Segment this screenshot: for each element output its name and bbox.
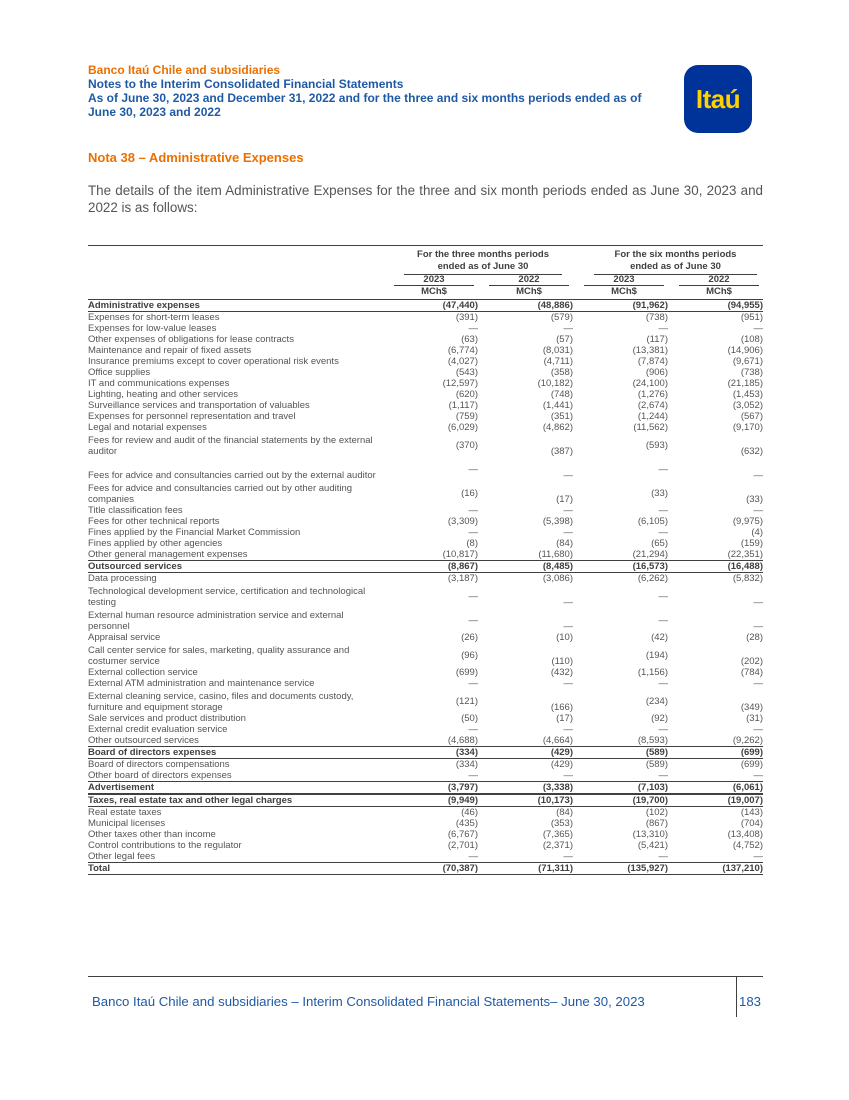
row-label: Other legal fees bbox=[88, 851, 156, 862]
row-value: (19,007) bbox=[727, 795, 763, 806]
row-value: (6,061) bbox=[732, 782, 763, 793]
row-value: (589) bbox=[645, 747, 668, 758]
company-name: Banco Itaú Chile and subsidiaries bbox=[88, 63, 281, 77]
row-value: (135,927) bbox=[627, 863, 668, 874]
row-value: (96) bbox=[461, 649, 478, 661]
row-value: (6,774) bbox=[447, 345, 478, 356]
row-value: (46) bbox=[461, 807, 478, 818]
row-label: Maintenance and repair of fixed assets bbox=[88, 345, 252, 356]
row-value: (784) bbox=[740, 667, 763, 678]
row-value: (334) bbox=[455, 747, 478, 758]
table-row bbox=[88, 312, 763, 323]
row-label: Technological development service, certification and technological testing bbox=[88, 586, 366, 608]
row-value: (5,832) bbox=[732, 573, 763, 584]
row-value: (567) bbox=[740, 411, 763, 422]
row-value: (194) bbox=[645, 649, 668, 661]
row-value: (7,103) bbox=[637, 782, 668, 793]
row-value: — bbox=[753, 470, 763, 481]
row-value: (429) bbox=[550, 759, 573, 770]
table-row bbox=[88, 457, 763, 481]
row-value: (63) bbox=[461, 334, 478, 345]
group2-line1: For the six months periods bbox=[614, 249, 737, 260]
row-label: External human resource administration service and external personnel bbox=[88, 610, 344, 632]
row-value: (3,338) bbox=[542, 782, 573, 793]
row-value: (1,441) bbox=[542, 400, 573, 411]
row-value: (4,752) bbox=[732, 840, 763, 851]
row-value: (10) bbox=[556, 632, 573, 643]
table-row bbox=[88, 323, 763, 334]
row-value: — bbox=[658, 724, 668, 735]
row-value: (699) bbox=[740, 747, 763, 758]
table-row bbox=[88, 356, 763, 367]
note-title: Nota 38 – Administrative Expenses bbox=[88, 150, 304, 165]
row-value: (579) bbox=[550, 312, 573, 323]
table-section-row bbox=[88, 794, 763, 807]
row-label: Other board of directors expenses bbox=[88, 770, 232, 781]
row-value: — bbox=[468, 505, 478, 516]
row-value: (432) bbox=[550, 667, 573, 678]
row-label: Data processing bbox=[88, 573, 157, 584]
row-label: Lighting, heating and other services bbox=[88, 389, 238, 400]
row-label: External ATM administration and maintenance service bbox=[88, 678, 315, 689]
row-value: — bbox=[658, 614, 668, 626]
row-value: (65) bbox=[651, 538, 668, 549]
row-value: — bbox=[563, 527, 573, 538]
row-label: Outsourced services bbox=[88, 561, 182, 572]
row-value: (699) bbox=[455, 667, 478, 678]
row-value: (3,086) bbox=[542, 573, 573, 584]
row-value: (1,453) bbox=[732, 389, 763, 400]
row-value: (699) bbox=[740, 759, 763, 770]
row-value: (8,867) bbox=[447, 561, 478, 572]
row-value: (2,674) bbox=[637, 400, 668, 411]
table-row bbox=[88, 667, 763, 678]
row-value: — bbox=[563, 678, 573, 689]
currency-col-4: MCh$ bbox=[706, 286, 732, 297]
table-row bbox=[88, 481, 763, 505]
row-value: (3,052) bbox=[732, 400, 763, 411]
row-label: Taxes, real estate tax and other legal charges bbox=[88, 795, 293, 806]
table-row bbox=[88, 735, 763, 746]
table-row bbox=[88, 678, 763, 689]
row-value: (704) bbox=[740, 818, 763, 829]
table-row bbox=[88, 759, 763, 770]
row-label: Expenses for personnel representation and travel bbox=[88, 411, 296, 422]
footer-divider bbox=[88, 976, 763, 977]
itau-logo bbox=[684, 65, 752, 133]
row-value: (143) bbox=[740, 807, 763, 818]
row-label: Board of directors compensations bbox=[88, 759, 230, 770]
table-row bbox=[88, 818, 763, 829]
row-value: (4,664) bbox=[542, 735, 573, 746]
table-row bbox=[88, 334, 763, 345]
row-label: Expenses for short-term leases bbox=[88, 312, 220, 323]
row-label: Expenses for low-value leases bbox=[88, 323, 217, 334]
row-value: (13,408) bbox=[727, 829, 763, 840]
row-value: (358) bbox=[550, 367, 573, 378]
row-label: Control contributions to the regulator bbox=[88, 840, 242, 851]
row-value: (28) bbox=[746, 632, 763, 643]
logo-text: Itaú bbox=[695, 83, 741, 114]
table-row bbox=[88, 527, 763, 538]
row-label: External credit evaluation service bbox=[88, 724, 228, 735]
row-label: Call center service for sales, marketing, quality assurance and costumer service bbox=[88, 645, 350, 667]
table-section-row bbox=[88, 560, 763, 573]
row-value: (13,381) bbox=[632, 345, 668, 356]
row-value: — bbox=[563, 597, 573, 608]
row-value: (57) bbox=[556, 334, 573, 345]
table-row bbox=[88, 433, 763, 457]
row-value: (759) bbox=[455, 411, 478, 422]
row-value: — bbox=[753, 505, 763, 516]
table-body bbox=[88, 299, 763, 875]
row-value: (9,671) bbox=[732, 356, 763, 367]
row-value: (543) bbox=[455, 367, 478, 378]
table-row bbox=[88, 713, 763, 724]
table-row bbox=[88, 807, 763, 818]
table-header bbox=[88, 246, 763, 299]
row-value: (1,276) bbox=[637, 389, 668, 400]
row-value: (6,262) bbox=[637, 573, 668, 584]
row-value: (14,906) bbox=[727, 345, 763, 356]
row-label: External cleaning service, casino, files and documents custody, furniture and equipment storage bbox=[88, 691, 354, 713]
table-row bbox=[88, 411, 763, 422]
row-value: — bbox=[753, 770, 763, 781]
row-value: (84) bbox=[556, 538, 573, 549]
row-value: (1,244) bbox=[637, 411, 668, 422]
row-value: (1,156) bbox=[637, 667, 668, 678]
row-value: (8,593) bbox=[637, 735, 668, 746]
header-line-2: As of June 30, 2023 and December 31, 2022 and for the three and six months periods ended as of bbox=[88, 91, 642, 105]
row-value: — bbox=[468, 590, 478, 602]
row-value: (10,182) bbox=[537, 378, 573, 389]
row-value: (620) bbox=[455, 389, 478, 400]
row-value: (121) bbox=[455, 695, 478, 707]
row-value: — bbox=[753, 597, 763, 608]
row-value: (117) bbox=[646, 334, 668, 345]
row-label: Fines applied by other agencies bbox=[88, 538, 223, 549]
row-value: — bbox=[658, 505, 668, 516]
row-value: — bbox=[658, 590, 668, 602]
table-row bbox=[88, 689, 763, 713]
row-value: (10,817) bbox=[442, 549, 478, 560]
row-value: — bbox=[468, 851, 478, 862]
row-value: (137,210) bbox=[722, 863, 763, 874]
row-value: — bbox=[468, 614, 478, 626]
row-value: (10,173) bbox=[537, 795, 573, 806]
row-value: (334) bbox=[455, 759, 478, 770]
row-value: (8) bbox=[466, 538, 478, 549]
row-value: (4,862) bbox=[542, 422, 573, 433]
row-value: (9,170) bbox=[732, 422, 763, 433]
row-value: (166) bbox=[550, 702, 573, 713]
header-line-3: June 30, 2023 and 2022 bbox=[88, 105, 221, 119]
row-label: Advertisement bbox=[88, 782, 154, 793]
row-value: (102) bbox=[645, 807, 668, 818]
row-value: (19,700) bbox=[632, 795, 668, 806]
year-col-2: 2022 bbox=[518, 274, 540, 285]
row-value: — bbox=[468, 463, 478, 475]
row-value: (48,886) bbox=[537, 300, 573, 311]
group1-line2: ended as of June 30 bbox=[437, 261, 529, 272]
row-value: (94,955) bbox=[727, 300, 763, 311]
header-line-1: Notes to the Interim Consolidated Financial Statements bbox=[88, 77, 404, 91]
row-label: Surveillance services and transportation of valuables bbox=[88, 400, 310, 411]
table-section-row bbox=[88, 300, 763, 312]
table-row bbox=[88, 389, 763, 400]
row-value: — bbox=[563, 505, 573, 516]
row-value: — bbox=[563, 470, 573, 481]
table-row bbox=[88, 643, 763, 667]
table-row bbox=[88, 829, 763, 840]
row-label: Real estate taxes bbox=[88, 807, 162, 818]
row-label: Other general management expenses bbox=[88, 549, 248, 560]
row-value: — bbox=[563, 724, 573, 735]
row-value: (4,688) bbox=[447, 735, 478, 746]
table-row bbox=[88, 840, 763, 851]
row-value: (906) bbox=[645, 367, 668, 378]
row-value: — bbox=[658, 851, 668, 862]
row-value: (9,262) bbox=[732, 735, 763, 746]
row-value: (3,309) bbox=[447, 516, 478, 527]
row-value: — bbox=[658, 323, 668, 334]
row-value: (24,100) bbox=[632, 378, 668, 389]
row-value: (33) bbox=[651, 487, 668, 499]
table-row bbox=[88, 851, 763, 862]
row-value: (16,573) bbox=[632, 561, 668, 572]
row-value: (435) bbox=[455, 818, 478, 829]
row-value: (110) bbox=[551, 656, 573, 667]
row-value: (6,105) bbox=[637, 516, 668, 527]
row-label: Fees for advice and consultancies carried out by other auditing companies bbox=[88, 483, 353, 505]
table-row bbox=[88, 367, 763, 378]
row-value: (17) bbox=[556, 494, 573, 505]
row-label: External collection service bbox=[88, 667, 198, 678]
table-row bbox=[88, 573, 763, 584]
row-label: Legal and notarial expenses bbox=[88, 422, 207, 433]
row-label: Insurance premiums except to cover operational risk events bbox=[88, 356, 339, 367]
table-row bbox=[88, 400, 763, 411]
row-value: (21,294) bbox=[632, 549, 668, 560]
table-section-row bbox=[88, 862, 763, 875]
row-label: IT and communications expenses bbox=[88, 378, 230, 389]
group1-line1: For the three months periods bbox=[417, 249, 549, 260]
row-value: — bbox=[468, 527, 478, 538]
row-value: (108) bbox=[740, 334, 763, 345]
expenses-table bbox=[88, 245, 763, 875]
row-value: (91,962) bbox=[632, 300, 668, 311]
row-value: — bbox=[468, 724, 478, 735]
row-value: (21,185) bbox=[727, 378, 763, 389]
table-row bbox=[88, 378, 763, 389]
row-value: (159) bbox=[740, 538, 763, 549]
group-header-six-months bbox=[588, 249, 763, 273]
intro-paragraph: The details of the item Administrative Expenses for the three and six month periods ended as June 30, 2023 and 2022 is as follows: bbox=[88, 183, 763, 215]
row-value: — bbox=[753, 678, 763, 689]
row-label: Other taxes other than income bbox=[88, 829, 216, 840]
row-value: (951) bbox=[740, 312, 763, 323]
row-value: — bbox=[468, 323, 478, 334]
row-value: (26) bbox=[461, 632, 478, 643]
row-label: Fees for advice and consultancies carried out by the external auditor bbox=[88, 470, 376, 481]
table-row bbox=[88, 505, 763, 516]
table-row bbox=[88, 608, 763, 632]
row-value: — bbox=[753, 621, 763, 632]
row-value: (42) bbox=[651, 632, 668, 643]
row-label: Other outsourced services bbox=[88, 735, 199, 746]
currency-col-1: MCh$ bbox=[421, 286, 447, 297]
row-value: — bbox=[753, 724, 763, 735]
row-value: (17) bbox=[556, 713, 573, 724]
table-row bbox=[88, 538, 763, 549]
row-value: (738) bbox=[740, 367, 763, 378]
row-value: — bbox=[468, 770, 478, 781]
row-label: Board of directors expenses bbox=[88, 747, 217, 758]
row-value: (5,398) bbox=[542, 516, 573, 527]
row-label: Municipal licenses bbox=[88, 818, 166, 829]
year-col-3: 2023 bbox=[613, 274, 635, 285]
table-row bbox=[88, 770, 763, 781]
row-value: (349) bbox=[740, 702, 763, 713]
row-value: (4,711) bbox=[543, 356, 573, 367]
row-value: (387) bbox=[550, 446, 573, 457]
row-value: — bbox=[563, 621, 573, 632]
row-value: (3,187) bbox=[447, 573, 478, 584]
row-label: Fines applied by the Financial Market Commission bbox=[88, 527, 301, 538]
row-value: (33) bbox=[746, 494, 763, 505]
row-value: (16,488) bbox=[727, 561, 763, 572]
row-value: (9,949) bbox=[447, 795, 478, 806]
row-value: (8,485) bbox=[542, 561, 573, 572]
row-value: (47,440) bbox=[442, 300, 478, 311]
document-header bbox=[88, 63, 688, 119]
table-section-row bbox=[88, 781, 763, 794]
row-value: (593) bbox=[645, 439, 668, 451]
row-value: — bbox=[468, 678, 478, 689]
table-section-row bbox=[88, 746, 763, 759]
row-value: (7,365) bbox=[542, 829, 573, 840]
row-value: — bbox=[753, 851, 763, 862]
row-value: (370) bbox=[455, 439, 478, 451]
row-value: (234) bbox=[645, 695, 668, 707]
row-label: Administrative expenses bbox=[88, 300, 200, 311]
row-value: (429) bbox=[550, 747, 573, 758]
row-value: (589) bbox=[645, 759, 668, 770]
row-value: — bbox=[658, 678, 668, 689]
row-value: (11,680) bbox=[538, 549, 573, 560]
row-value: (738) bbox=[645, 312, 668, 323]
row-value: (13,310) bbox=[632, 829, 668, 840]
row-value: (6,767) bbox=[447, 829, 478, 840]
row-value: (351) bbox=[550, 411, 573, 422]
row-value: (22,351) bbox=[727, 549, 763, 560]
row-value: (391) bbox=[455, 312, 478, 323]
page-number: 183 bbox=[739, 994, 762, 1009]
row-value: — bbox=[563, 770, 573, 781]
table-row bbox=[88, 724, 763, 735]
row-label: Fees for other technical reports bbox=[88, 516, 220, 527]
row-value: (11,562) bbox=[633, 422, 668, 433]
row-value: (2,701) bbox=[447, 840, 478, 851]
table-row bbox=[88, 632, 763, 643]
table-row bbox=[88, 422, 763, 433]
row-value: (3,797) bbox=[447, 782, 478, 793]
group-header-three-months bbox=[398, 249, 568, 273]
table-row bbox=[88, 345, 763, 356]
row-value: — bbox=[658, 527, 668, 538]
row-label: Fees for review and audit of the financial statements by the external auditor bbox=[88, 435, 373, 457]
row-value: (84) bbox=[556, 807, 573, 818]
row-label: Office supplies bbox=[88, 367, 151, 378]
row-value: (70,387) bbox=[442, 863, 478, 874]
table-row bbox=[88, 516, 763, 527]
row-value: (16) bbox=[461, 487, 478, 499]
footer-separator bbox=[736, 977, 737, 1017]
row-label: Title classification fees bbox=[88, 505, 183, 516]
row-value: — bbox=[753, 323, 763, 334]
row-label: Appraisal service bbox=[88, 632, 161, 643]
row-value: (353) bbox=[550, 818, 573, 829]
row-value: (50) bbox=[461, 713, 478, 724]
row-value: (12,597) bbox=[442, 378, 478, 389]
currency-col-3: MCh$ bbox=[611, 286, 637, 297]
row-value: (31) bbox=[746, 713, 763, 724]
row-value: (8,031) bbox=[542, 345, 573, 356]
row-value: (2,371) bbox=[542, 840, 573, 851]
row-value: (4) bbox=[751, 527, 763, 538]
currency-col-2: MCh$ bbox=[516, 286, 542, 297]
row-value: (9,975) bbox=[732, 516, 763, 527]
table-row bbox=[88, 584, 763, 608]
year-col-1: 2023 bbox=[423, 274, 445, 285]
table-row bbox=[88, 549, 763, 560]
row-label: Sale services and product distribution bbox=[88, 713, 246, 724]
year-col-4: 2022 bbox=[708, 274, 730, 285]
row-value: — bbox=[658, 463, 668, 475]
row-value: (71,311) bbox=[538, 863, 573, 874]
row-value: (1,117) bbox=[448, 400, 478, 411]
row-value: (5,421) bbox=[637, 840, 668, 851]
row-label: Total bbox=[88, 863, 110, 874]
row-value: (6,029) bbox=[447, 422, 478, 433]
footer-text: Banco Itaú Chile and subsidiaries – Interim Consolidated Financial Statements– June 30, 2023 bbox=[92, 994, 645, 1009]
row-value: (92) bbox=[651, 713, 668, 724]
row-value: — bbox=[563, 323, 573, 334]
row-value: (748) bbox=[550, 389, 573, 400]
row-value: (632) bbox=[740, 446, 763, 457]
row-label: Other expenses of obligations for lease contracts bbox=[88, 334, 294, 345]
row-value: (202) bbox=[740, 656, 763, 667]
row-value: — bbox=[658, 770, 668, 781]
row-value: (4,027) bbox=[447, 356, 478, 367]
row-value: — bbox=[563, 851, 573, 862]
row-value: (7,874) bbox=[637, 356, 668, 367]
group2-line2: ended as of June 30 bbox=[630, 261, 721, 272]
row-value: (867) bbox=[645, 818, 668, 829]
